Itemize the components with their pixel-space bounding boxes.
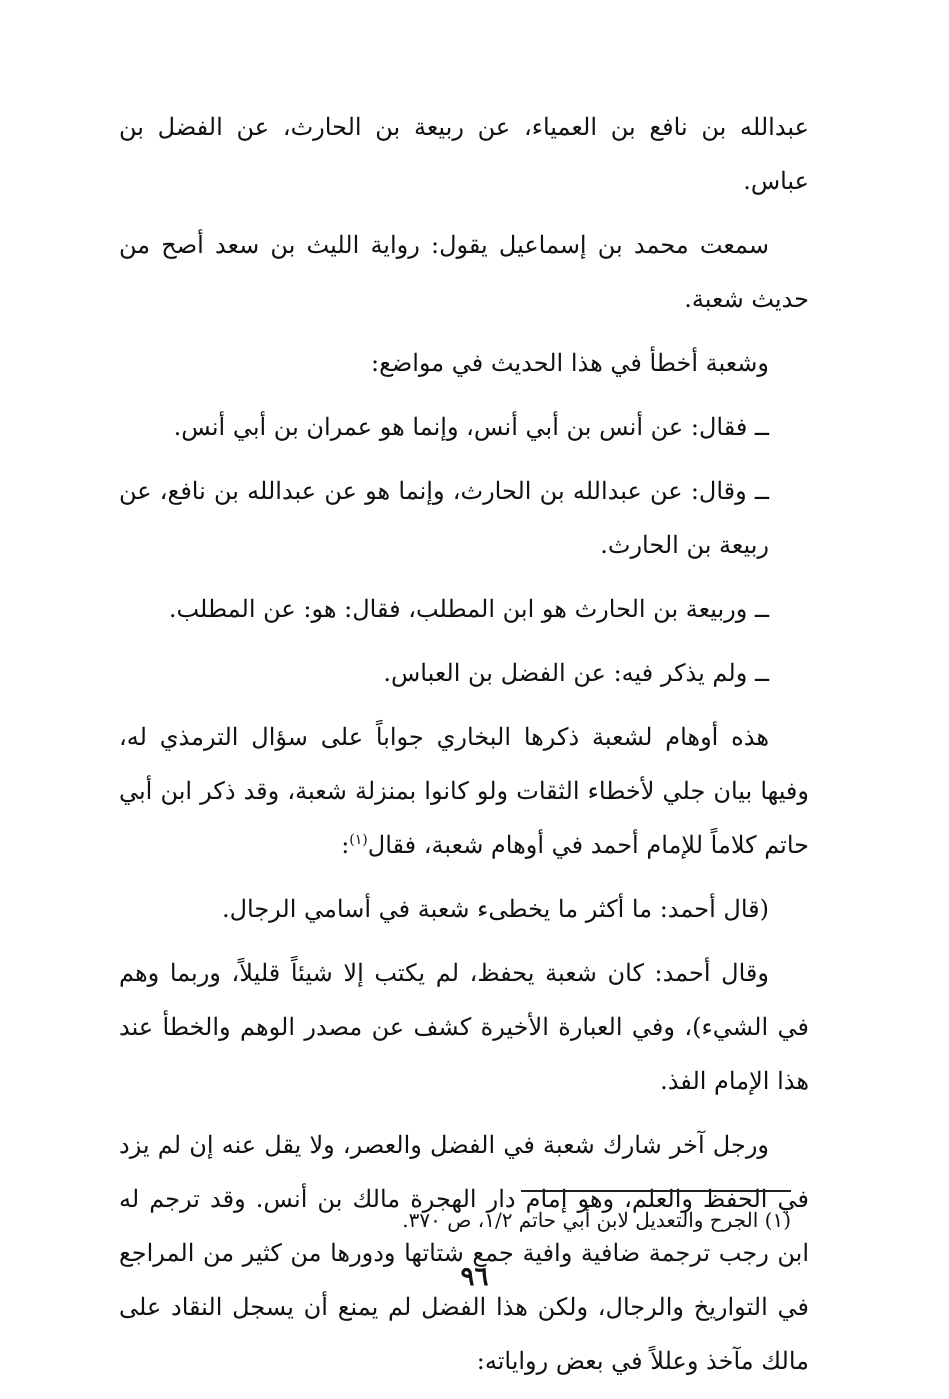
list-item: ــ فقال: عن أنس بن أبي أنس، وإنما هو عمران بن أبي أنس. [173, 413, 769, 441]
list-item: ــ ولم يذكر فيه: عن الفضل بن العباس. [383, 659, 769, 687]
paragraph [119, 710, 809, 872]
paragraph: عبدالله بن نافع بن العمياء، عن ربيعة بن الحارث، عن الفضل بن عباس. [119, 113, 809, 195]
footnote: (١) الجرح والتعديل لابن أبي حاتم ١/٢، ص ٣٧٠. [402, 1208, 791, 1232]
footnote-reference: (١) [349, 832, 368, 848]
footnote-divider [521, 1190, 791, 1192]
paragraph: ورجل آخر شارك شعبة في الفضل والعصر، ولا يقل عنه إن لم يزد في الحفظ والعلم، وهو إمام دار الهجرة مالك بن أنس. وقد ترجم له ابن رجب ترجمة ضافية وافية جمع شتاتها ودورها من كثير من المراجع في التواريخ والرجال، ولكن هذا الفضل لم يمنع أن يسجل النقاد على مالك مآخذ وعللاً في بعض رواياته: [119, 1131, 809, 1375]
list-item: ــ وقال: عن عبدالله بن الحارث، وإنما هو عن عبدالله بن نافع، عن ربيعة بن الحارث. [119, 477, 769, 559]
paragraph-text: هذه أوهام لشعبة ذكرها البخاري جواباً على سؤال الترمذي له، وفيها بيان جلي لأخطاء الثقات ولو كانوا بمنزلة شعبة، وقد ذكر ابن أبي حاتم كلاماً للإمام أحمد في أوهام شعبة، فقال [119, 723, 809, 859]
paragraph: سمعت محمد بن إسماعيل يقول: رواية الليث بن سعد أصح من حديث شعبة. [119, 231, 809, 313]
page-number: ٩٦ [460, 1262, 489, 1292]
paragraph-tail: : [341, 831, 350, 859]
quotation: (قال أحمد: ما أكثر ما يخطىء شعبة في أسامي الرجال. [221, 895, 769, 923]
paragraph: وقال أحمد: كان شعبة يحفظ، لم يكتب إلا شيئاً قليلاً، وربما وهم في الشيء)، وفي العبارة الأخيرة كشف عن مصدر الوهم والخطأ عند هذا الإمام الفذ. [119, 959, 809, 1095]
list-item: ــ وربيعة بن الحارث هو ابن المطلب، فقال: هو: عن المطلب. [168, 595, 769, 623]
paragraph: وشعبة أخطأ في هذا الحديث في مواضع: [370, 349, 769, 377]
